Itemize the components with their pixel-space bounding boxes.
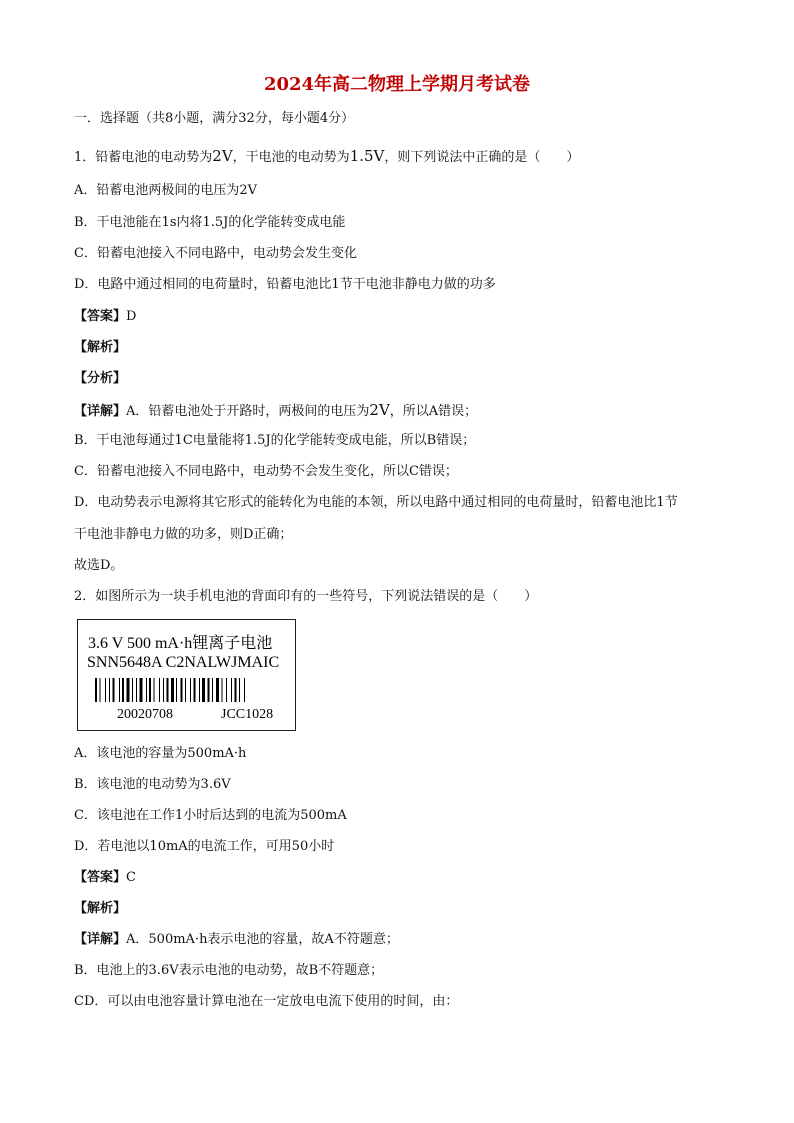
q1-fenxi-tag: 【分析】 (74, 371, 127, 386)
q2-stem: 2．如图所示为一块手机电池的背面印有的一些符号，下列说法错误的是（ ） (74, 589, 538, 604)
q2-option-d: D．若电池以10mA的电流工作，可用50小时 (74, 839, 335, 854)
q1-detail-a-end: ，所以A错误； (389, 404, 478, 419)
battery-label-figure (77, 619, 296, 731)
q2-option-c: C．该电池在工作1小时后达到的电流为500mA (74, 808, 347, 823)
battery-label-line1: 3.6 V 500 mA·h锂离子电池 (88, 635, 273, 652)
q1-detail-a-text: A．铅蓄电池处于开路时，两极间的电压为 (126, 404, 370, 419)
q2-detail-a (74, 931, 399, 949)
barcode-number-right: JCC1028 (221, 707, 274, 722)
section-heading: 一．选择题（共8小题，满分32分，每小题4分） (74, 111, 355, 126)
q1-analysis-tag: 【解析】 (74, 340, 127, 355)
q1-answer-value: D (126, 309, 137, 324)
q1-stem-c: ，则下列说法中正确的是（ ） (384, 150, 580, 165)
q2-analysis-tag: 【解析】 (74, 901, 127, 916)
q1-answer-tag: 【答案】 (74, 309, 127, 324)
q1-detail-a (74, 401, 477, 421)
q1-stem-b: ，干电池的电动势为 (232, 150, 350, 165)
q2-detail-cd: CD．可以由电池容量计算电池在一定放电电流下使用的时间，由： (74, 994, 459, 1009)
q1-conclusion: 故选D。 (74, 558, 124, 573)
q1-option-d: D．电路中通过相同的电荷量时，铅蓄电池比1节干电池非静电力做的功多 (74, 277, 496, 292)
q1-stem-a: 1．铅蓄电池的电动势为 (74, 150, 213, 165)
barcode-number-left: 20020708 (117, 707, 173, 722)
q1-detail-d1: D．电动势表示电源将其它形式的能转化为电能的本领，所以电路中通过相同的电荷量时，铅蓄电池比1节 (74, 495, 678, 510)
q1-detail-a-val: 2V (369, 401, 390, 419)
q2-detail-b: B．电池上的3.6V表示电池的电动势，故B不符题意； (74, 963, 384, 978)
barcode-graphic (95, 678, 245, 702)
q1-val2: 1.5V (349, 147, 385, 165)
q1-option-c: C．铅蓄电池接入不同电路中，电动势会发生变化 (74, 246, 357, 261)
q2-option-a: A．该电池的容量为500mA·h (74, 746, 247, 761)
q2-answer (74, 869, 136, 887)
q1-option-a: A．铅蓄电池两极间的电压为2V (74, 183, 258, 198)
q2-answer-tag: 【答案】 (74, 870, 127, 885)
page-title: 2024年高二物理上学期月考试卷 (263, 74, 531, 95)
battery-label-line2: SNN5648A C2NALWJMAIC (87, 654, 280, 671)
q2-answer-value: C (126, 870, 136, 885)
q2-detail-tag: 【详解】 (74, 932, 127, 947)
q1-detail-d2: 干电池非静电力做的功多，则D正确； (74, 527, 293, 542)
q1-detail-c: C．铅蓄电池接入不同电路中，电动势不会发生变化，所以C错误； (74, 464, 458, 479)
q1-answer (74, 308, 136, 326)
q2-option-b: B．该电池的电动势为3.6V (74, 777, 231, 792)
q1-val1: 2V (212, 147, 233, 165)
q1-option-b: B．干电池能在1s内将1.5J的化学能转变成电能 (74, 215, 346, 230)
q1-detail-tag: 【详解】 (74, 404, 127, 419)
q2-detail-a-text: A．500mA·h表示电池的容量，故A不符题意； (126, 932, 399, 947)
q1-detail-b: B．干电池每通过1C电量能将1.5J的化学能转变成电能，所以B错误； (74, 433, 476, 448)
q1-stem (74, 147, 579, 167)
